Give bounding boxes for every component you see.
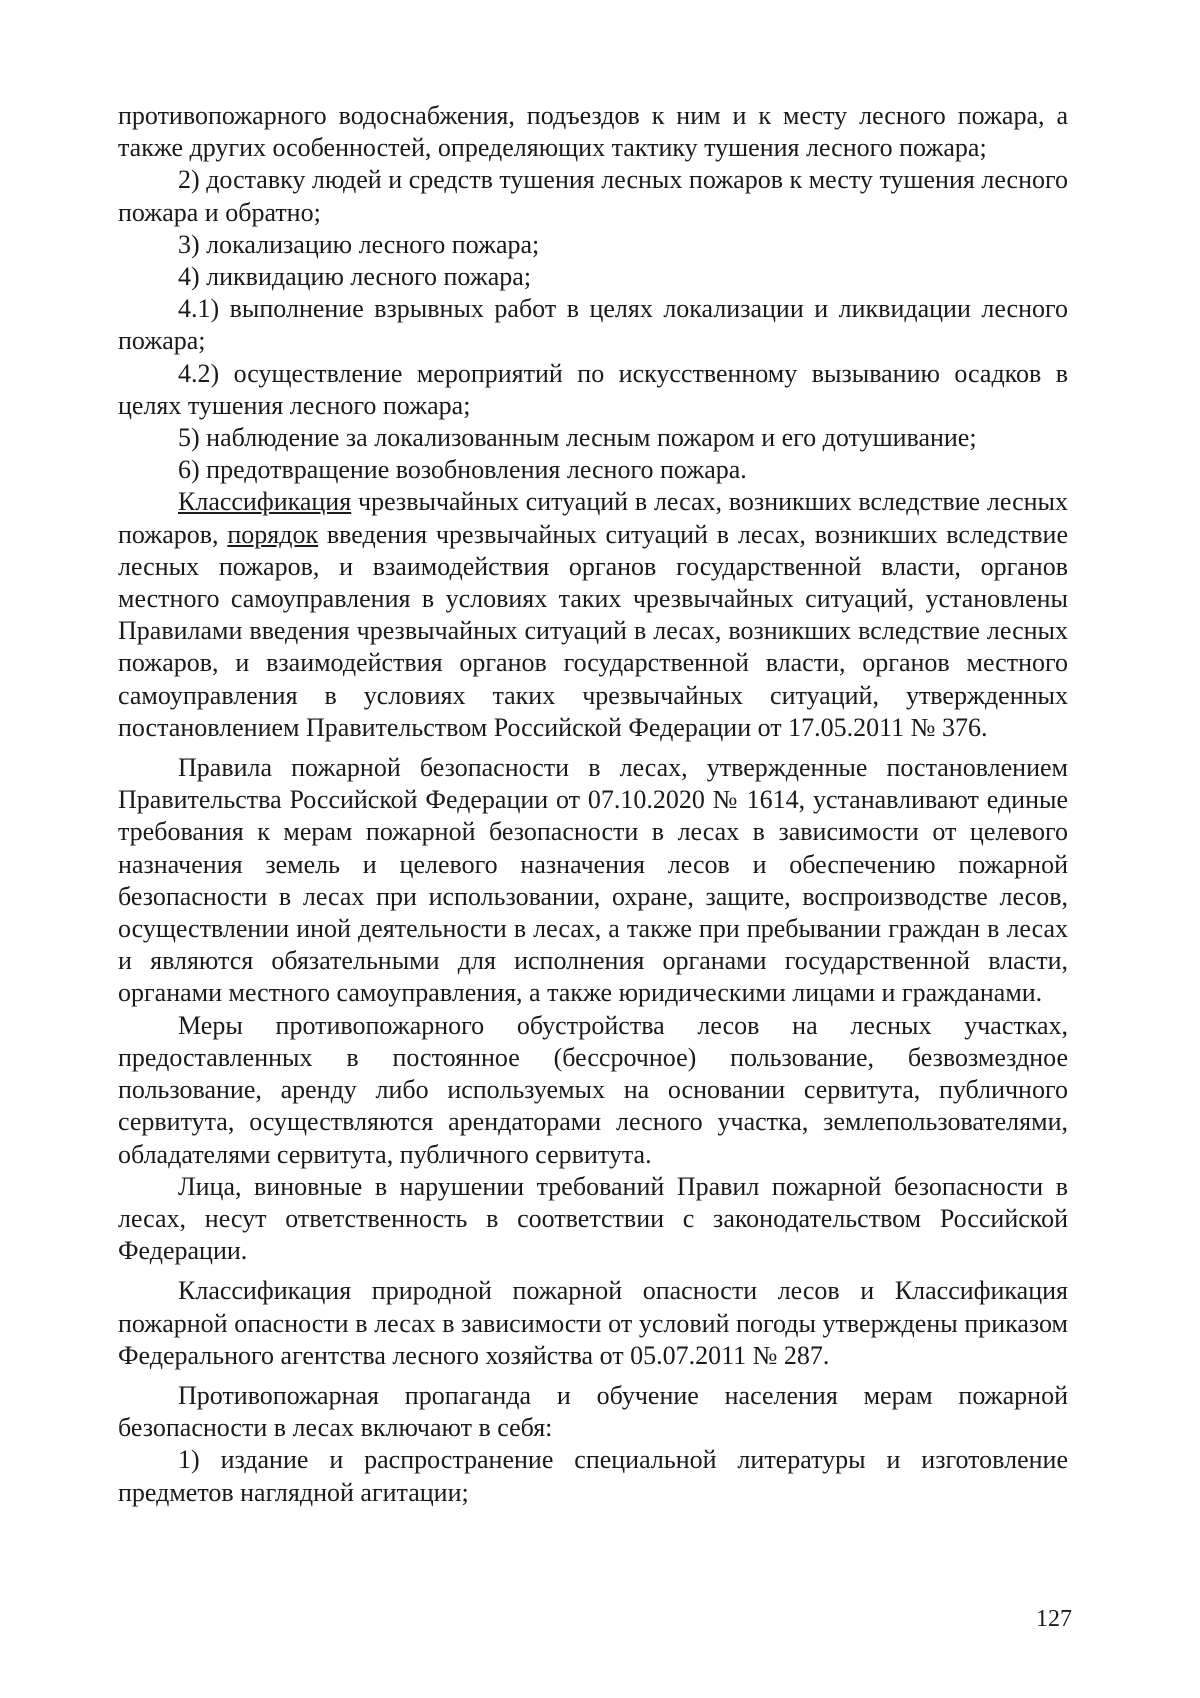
list-item-4: 4) ликвидацию лесного пожара; [178, 262, 532, 292]
paragraph-fire-prevention-measures: Меры противопожарного обустройства лесов на лесных участках, предоставленных в постоянное (бессрочное) пользование, безвозмездное пользование, аренду либо используемых на основании сервитута, публичного сервитута, осуществляются арендаторами лесного участка, землепользователями, обладателями сервитута, публичного сервитута. [118, 1010, 1068, 1169]
list-item-1: 1) издание и распространение специальной литературы и изготовление предметов наглядной агитации; [118, 1445, 1068, 1507]
list-item-4-2: 4.2) осуществление мероприятий по искусственному вызыванию осадков в целях тушения лесного пожара; [118, 358, 1068, 420]
document-page [118, 100, 1068, 1509]
list-item-6: 6) предотвращение возобновления лесного пожара. [178, 455, 747, 485]
classification-link[interactable]: Классификация [178, 487, 352, 517]
paragraph-text: чрезвычайных ситуаций в лесах, возникших вследствие лесных пожаров, [118, 487, 1068, 549]
paragraph-propaganda: Противопожарная пропаганда и обучение населения мерам пожарной безопасности в лесах включают в себя: [118, 1380, 1068, 1443]
list-item-5: 5) наблюдение за локализованным лесным пожаром и его дотушивание; [178, 423, 977, 453]
list-item-4-1: 4.1) выполнение взрывных работ в целях локализации и ликвидации лесного пожара; [118, 294, 1068, 356]
paragraph-liability: Лица, виновные в нарушении требований Правил пожарной безопасности в лесах, несут ответственность в соответствии с законодательством Российской Федерации. [118, 1171, 1068, 1266]
paragraph-classification [118, 486, 1068, 744]
procedure-link[interactable]: порядок [227, 519, 319, 549]
paragraph-fire-safety-rules: Правила пожарной безопасности в лесах, утвержденные постановлением Правительства Российской Федерации от 07.10.2020 № 1614, устанавливают единые требования к мерам пожарной безопасности в лесах в зависимости от целевого назначения земель и целевого назначения лесов и обеспечению пожарной безопасности в лесах при использовании, охране, защите, воспроизводстве лесов, осуществлении иной деятельности в лесах, а также при пребывании граждан в лесах и являются обязательными для исполнения органами государственной власти, органами местного самоуправления, а также юридическими лицами и гражданами. [118, 753, 1068, 1008]
paragraph-fire-danger-classification: Классификация природной пожарной опасности лесов и Классификация пожарной опасности в лесах в зависимости от условий погоды утверждены приказом Федерального агентства лесного хозяйства от 05.07.2011 № 287. [118, 1276, 1068, 1370]
list-item-2: 2) доставку людей и средств тушения лесных пожаров к месту тушения лесного пожара и обратно; [118, 165, 1068, 227]
list-item-3: 3) локализацию лесного пожара; [178, 229, 540, 259]
paragraph-continuation: противопожарного водоснабжения, подъездов к ним и к месту лесного пожара, а также других особенностей, определяющих тактику тушения лесного пожара; [118, 101, 1068, 163]
page-number: 127 [1036, 1606, 1072, 1632]
paragraph-text: введения чрезвычайных ситуаций в лесах, возникших вследствие лесных пожаров, и взаимодействия органов государственной власти, органов местного самоуправления в условиях таких чрезвычайных ситуаций, установлены Правилами введения чрезвычайных ситуаций в лесах, возникших вследствие лесных пожаров, и взаимодействия органов государственной власти, органов местного самоуправления в условиях таких чрезвычайных ситуаций, утвержденных постановлением Правительством Российской Федерации от 17.05.2011 № 376. [118, 519, 1068, 742]
